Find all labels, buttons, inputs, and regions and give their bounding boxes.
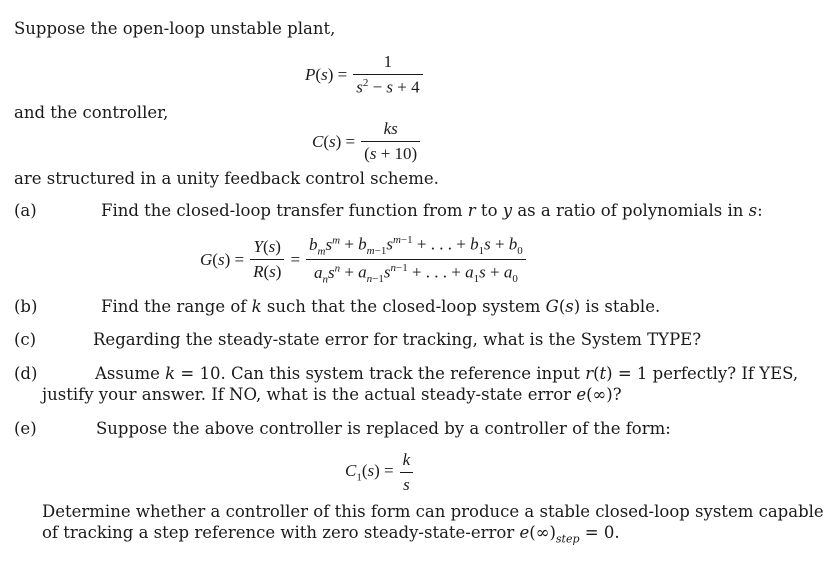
and-controller-text: and the controller, [14,103,169,122]
final-line1: Determine whether a controller of this form can produce a stable closed-loop system capable [42,502,824,521]
structure-text: are structured in a unity feedback control scheme. [14,169,439,188]
polynomial-numerator: $b_ms^m + b_{m-1}s^{m-1}$ + . . . + $b_1s + b_0$ [306,234,526,260]
closed-loop-ratio: $\frac{Y(s)}{R(s)}$ [250,237,284,282]
plant-fraction [353,52,422,98]
controller-numerator: ks [361,119,420,142]
part-e-label: (e) [14,419,37,438]
closed-loop-polynomial [306,234,526,285]
controller-lhs: C(s) = [312,131,356,151]
plant-equation [305,52,423,98]
part-c-label: (c) [14,330,37,349]
controller-equation [312,119,420,164]
part-d-line1: Assume k = 10. Can this system track the reference input r(t) = 1 perfectly? If YES, [95,364,799,383]
part-e-text: Suppose the above controller is replaced by a controller of the form: [96,419,671,438]
part-a-label: (a) [14,201,37,220]
controller2-lhs: $C_1(s)$ = [345,461,394,484]
intro-text: Suppose the open-loop unstable plant, [14,19,336,38]
part-d-line2: justify your answer. If NO, what is the actual steady-state error e(∞)? [42,385,622,404]
plant-numerator: 1 [353,52,422,75]
part-d-label: (d) [14,364,38,383]
plant-lhs: P(s) = [305,64,348,84]
plant-denominator: $s^2 - s + 4$ [356,77,420,97]
closed-loop-equation: G(s) = $\frac{Y(s)}{R(s)}$ = $\frac{b_ms^m + b_{m-1}s^{m-1} + . . . + b_1s + b_0}{a_ns^n + a_{n-1}s^{n-1} + . . . + a_1s + a_0}$ [200,234,526,285]
part-b-text: Find the range of k such that the closed-loop system G(s) is stable. [101,297,661,316]
controller2-equation [345,450,413,495]
part-b-label: (b) [14,297,38,316]
controller-fraction [361,119,420,164]
final-line2: of tracking a step reference with zero steady-state-error $e(\infty)_{step} = 0$. [42,523,620,546]
controller-denominator: (s + 10) [364,144,418,163]
polynomial-denominator: $a_ns^n + a_{n-1}s^{n-1}$ + . . . + $a_1s + a_0$ [313,262,518,286]
closed-loop-lhs: G(s) = [200,249,245,269]
controller2-fraction: $\frac{k}{s}$ [400,450,414,495]
part-c-text: Regarding the steady-state error for tracking, what is the System TYPE? [93,330,702,349]
part-a-text: Find the closed-loop transfer function from r to y as a ratio of polynomials in s: [101,201,763,220]
